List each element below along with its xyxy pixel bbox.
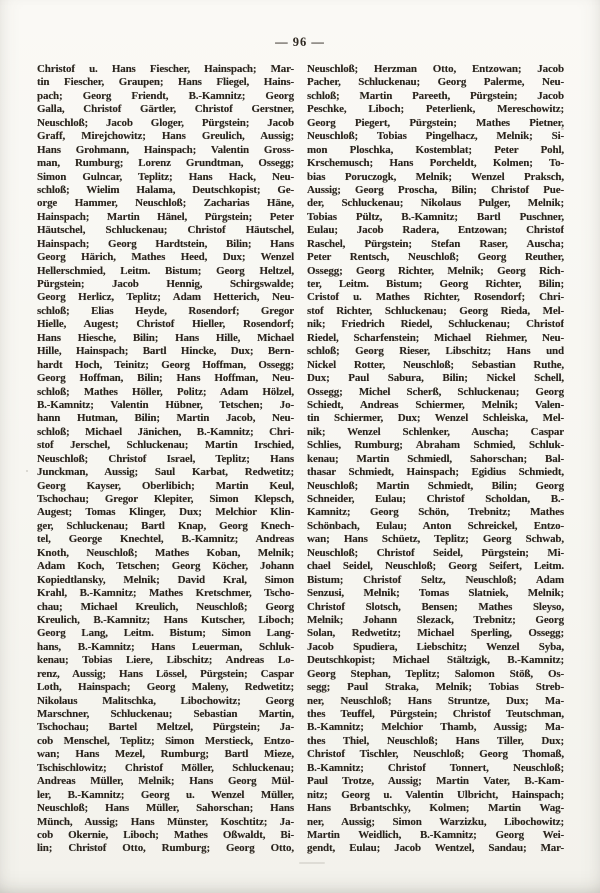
text-line: Graff, Mirejchowitz; Hans Greulich, Aussig; xyxy=(37,130,294,143)
text-line: hann Hutman, Bilin; Martin Jacob, Neu- xyxy=(37,412,294,425)
text-line: Andreas Müller, Melnik; Hans Georg Mül- xyxy=(37,775,294,788)
text-line: Neuschloß; Herzman Otto, Entzowan; Jacob xyxy=(307,63,564,75)
text-line: schloß; Georg Rieser, Libschitz; Hans und xyxy=(307,345,564,358)
text-line: nik; Friedrich Riedel, Schluckenau; Christof xyxy=(307,318,564,331)
text-line: thasar Schmiedt, Hainspach; Egidius Schmiedt, xyxy=(307,466,564,479)
text-line: thes Teuffel, Pürgstein; Christof Teutschman, xyxy=(307,708,564,720)
text-line: ter, Leitm. Bistum; Georg Richter, Bilin; xyxy=(307,278,564,290)
text-line: man, Rumburg; Lorenz Grundtman, Ossegg; xyxy=(37,157,294,170)
text-line: tin Schiermer, Dux; Wenzel Schleiska, Mel- xyxy=(307,412,564,425)
text-line: renz, Aussig; Hans Lössel, Pürgstein; Caspar xyxy=(37,667,294,680)
text-line: ger, Schluckenau; Bartl Knap, Georg Knech- xyxy=(37,519,294,532)
text-line: lin; Christof Otto, Rumburg; Georg Otto, xyxy=(37,842,294,855)
text-line: Hainspach; Martin Hänel, Pürgstein; Peter xyxy=(37,210,294,223)
text-line: hardt Hoch, Teinitz; Georg Hoffman, Ossegg; xyxy=(37,358,294,371)
text-line: wan; Hans Mezel, Rumburg; Bartl Mieze, xyxy=(37,748,294,761)
text-line: cob Menschel, Teplitz; Simon Merstieck, Entzo- xyxy=(37,734,294,747)
text-line: Georg Hoffman, Bilin; Hans Hoffman, Neu- xyxy=(37,372,294,385)
text-line: Neuschloß; Christof Seidel, Pürgstein; Mi- xyxy=(307,546,564,559)
text-line: der, Schluckenau; Nikolaus Pulger, Melnik; xyxy=(307,197,564,210)
text-line: stof Richter, Schluckenau; Georg Rieda, Mel- xyxy=(307,304,564,317)
text-line: Martin Weidlich, B.-Kamnitz; Georg Wei- xyxy=(307,828,564,841)
text-line: nitz; Georg u. Valentin Ulbricht, Hainspach; xyxy=(307,788,564,801)
text-line: Christof Slotsch, Bensen; Mathes Sleyso, xyxy=(307,600,564,613)
text-line: tin Fiescher, Graupen; Hans Fliegel, Hains- xyxy=(37,76,294,89)
scan-speck xyxy=(561,128,564,130)
text-line: Häutschel, Schluckenau; Christof Häutschel, xyxy=(37,224,294,237)
text-line: Hans Hiesche, Bilin; Hans Hille, Michael xyxy=(37,331,294,344)
text-line: Galla, Christof Gärtler, Christof Gerstner, xyxy=(37,103,294,116)
text-line: Hans Brbantschky, Kolmen; Martin Wag- xyxy=(307,802,564,815)
text-line: schloß; Elias Heyde, Rosendorf; Gregor xyxy=(37,304,294,317)
text-line: Pacher, Schluckenau; Georg Palerme, Neu- xyxy=(307,76,564,89)
text-line: kenau; Tobias Liere, Libschitz; Andreas Lo- xyxy=(37,654,294,667)
text-line: Dux; Paul Sabura, Bilin; Nickel Schell, xyxy=(307,372,564,385)
text-line: schloß; Martin Pareeth, Pürgstein; Jacob xyxy=(307,89,564,102)
text-line: Georg Lang, Leitm. Bistum; Simon Lang- xyxy=(37,627,294,640)
scan-speck xyxy=(26,470,28,472)
text-line: gendt, Eulau; Jacob Wentzel, Sandau; Mar- xyxy=(307,842,564,855)
text-line: Deutschkopist; Michael Stältzigk, B.-Kamnitz; xyxy=(307,654,564,667)
text-line: kenau; Martin Schmiedl, Sahorschan; Bal- xyxy=(307,452,564,465)
text-line: Augest; Tomas Klinger, Dux; Melchior Klin- xyxy=(37,506,294,519)
text-line: schloß; Michael Jänichen, B.-Kamnitz; Chri- xyxy=(37,425,294,438)
text-line: Kreulich, B.-Kamnitz; Hans Kutscher, Liboch; xyxy=(37,613,294,626)
text-line: ner, Aussig; Simon Warzizku, Libochowitz; xyxy=(307,815,564,828)
text-line: Tschischlowitz; Christof Möller, Schluckenau; xyxy=(37,761,294,774)
text-line: Nikolaus Malitschka, Libochowitz; Georg xyxy=(37,694,294,707)
text-line: chael Seidel, Neuschloß; Georg Seifert, Leitm. xyxy=(307,560,564,573)
text-line: Hille, Hainspach; Bartl Hincke, Dux; Bern- xyxy=(37,345,294,358)
text-line: Schönbach, Eulau; Anton Schreickel, Entzo- xyxy=(307,519,564,532)
text-line: Neuschloß; Tobias Pingelhacz, Melnik; Si- xyxy=(307,130,564,143)
text-line: bias Poruczogk, Melnik; Wenzel Praksch, xyxy=(307,170,564,183)
text-line: Krahl, B.-Kamnitz; Mathes Kretschmer, Tscho- xyxy=(37,587,294,600)
text-column-right xyxy=(307,63,564,856)
text-line: Christof Tischler, Neuschloß; Georg Thomaß, xyxy=(307,748,564,761)
text-line: Hainspach; Georg Hardtstein, Bilin; Hans xyxy=(37,237,294,250)
text-line: Georg Herlicz, Teplitz; Adam Hetterich, Neu- xyxy=(37,291,294,304)
text-line: Krschemusch; Hans Porcheldt, Kolmen; To- xyxy=(307,157,564,170)
text-line: Tobias Pültz, B.-Kamnitz; Bartl Puschner, xyxy=(307,210,564,223)
text-line: tel, George Knechtel, B.-Kamnitz; Andreas xyxy=(37,533,294,546)
text-line: Ossegg; Michel Scherß, Schluckenau; Georg xyxy=(307,385,564,398)
page-number: — 96 — xyxy=(275,35,325,49)
text-line: ner, Neuschloß; Hans Struntze, Dux; Ma- xyxy=(307,694,564,707)
text-line: pach; Georg Friendt, B.-Kamnitz; Georg xyxy=(37,89,294,102)
text-line: Marschner, Schluckenau; Sebastian Martin, xyxy=(37,708,294,720)
text-line: schloß; Wielim Halama, Deutschkopist; Ge- xyxy=(37,183,294,196)
text-line: Simon Gulncar, Teplitz; Hans Hack, Neu- xyxy=(37,170,294,183)
text-line: Pürgstein; Jacob Hennig, Schirgswalde; xyxy=(37,278,294,290)
text-line: B.-Kamnitz; Christof Tonnert, Neuschloß; xyxy=(307,761,564,774)
text-line: Solan, Redwetitz; Michael Sperling, Ossegg; xyxy=(307,627,564,640)
text-line: Junckman, Aussig; Saul Karbat, Redwetitz; xyxy=(37,466,294,479)
text-line: B.-Kamnitz; Melchior Thamb, Aussig; Ma- xyxy=(307,721,564,734)
text-line: Cristof u. Mathes Richter, Rosendorf; Chri- xyxy=(307,291,564,304)
text-line: stof Jerschel, Schluckenau; Martin Irschied, xyxy=(37,439,294,452)
text-line: Neuschloß; Jacob Gloger, Pürgstein; Jacob xyxy=(37,116,294,129)
text-line: Neuschloß; Christof Israel, Teplitz; Hans xyxy=(37,452,294,465)
text-line: Senzusi, Melnik; Tomas Slatniek, Melnik; xyxy=(307,587,564,600)
text-line: Ossegg; Georg Richter, Melnik; Georg Rich- xyxy=(307,264,564,277)
text-columns xyxy=(37,63,565,856)
text-line: Christof u. Hans Fiescher, Hainspach; Mar- xyxy=(37,63,294,75)
text-line: Münch, Aussig; Hans Münster, Koschtitz; Ja- xyxy=(37,815,294,828)
text-line: Paul Trotze, Aussig; Martin Vater, B.-Kam- xyxy=(307,775,564,788)
text-line: ler, B.-Kamnitz; Georg u. Wenzel Müller, xyxy=(37,788,294,801)
text-line: segg; Paul Straka, Melnik; Tobias Streb- xyxy=(307,681,564,694)
text-line: Georg Härich, Mathes Heed, Dux; Wenzel xyxy=(37,251,294,264)
text-line: Hielle, Augest; Christof Hieller, Rosendorf; xyxy=(37,318,294,331)
text-line: Schlies, Rumburg; Abraham Schmied, Schluk- xyxy=(307,439,564,452)
text-line: Neuschloß; Hans Müller, Sahorschan; Hans xyxy=(37,802,294,815)
text-line: Tschochau; Gregor Klepiter, Simon Klepsch, xyxy=(37,493,294,505)
text-line: Schneider, Eulau; Christof Scholdan, B.- xyxy=(307,493,564,505)
text-line: Raschel, Pürgstein; Stefan Raser, Auscha; xyxy=(307,237,564,250)
text-line: Neuschloß; Martin Schmiedt, Bilin; Georg xyxy=(307,479,564,492)
text-line: cob Okernie, Liboch; Mathes Oßwaldt, Bi- xyxy=(37,828,294,841)
text-line: Georg Piegert, Pürgstein; Mathes Pietner, xyxy=(307,116,564,129)
text-line: Peter Rentsch, Neuschloß; Georg Reuther, xyxy=(307,251,564,264)
text-line: wan; Hans Schüetz, Teplitz; Georg Schwab, xyxy=(307,533,564,546)
text-line: thes Thiel, Neuschloß; Hans Tiller, Dux; xyxy=(307,734,564,747)
text-line: Melnik; Johann Slezack, Trebnitz; Georg xyxy=(307,613,564,626)
text-line: nik; Wenzel Schlenker, Auscha; Caspar xyxy=(307,425,564,438)
scan-artifact-mark xyxy=(299,862,325,864)
text-line: schloß; Mathes Höller, Politz; Adam Hölzel, xyxy=(37,385,294,398)
text-line: Georg Stephan, Teplitz; Salomon Stöß, Os- xyxy=(307,667,564,680)
text-line: Jacob Spudiera, Liebschitz; Wenzel Syba, xyxy=(307,640,564,653)
text-line: Loth, Hainspach; Georg Maleny, Redwetitz; xyxy=(37,681,294,694)
text-line: hans, B.-Kamnitz; Hans Leuerman, Schluk- xyxy=(37,640,294,653)
text-line: chau; Michael Kreulich, Neuschloß; Georg xyxy=(37,600,294,613)
text-line: Tschochau; Bartel Meltzel, Pürgstein; Ja- xyxy=(37,721,294,734)
text-line: Bistum; Christof Seltz, Neuschloß; Adam xyxy=(307,573,564,586)
text-line: Georg Kayser, Oberlibich; Martin Keul, xyxy=(37,479,294,492)
text-line: Hellerschmied, Leitm. Bistum; Georg Heltzel, xyxy=(37,264,294,277)
text-line: orge Hammer, Neuschloß; Zacharias Häne, xyxy=(37,197,294,210)
text-line: Riedel, Scharfenstein; Michael Riehmer, Neu- xyxy=(307,331,564,344)
text-line: B.-Kamnitz; Valentin Hübner, Tetschen; Jo- xyxy=(37,398,294,411)
text-line: mon Ploschka, Kostemblat; Peter Pohl, xyxy=(307,143,564,156)
text-line: Aussig; Georg Proscha, Bilin; Christof Pue- xyxy=(307,183,564,196)
text-line: Kamnitz; Georg Schön, Trebnitz; Mathes xyxy=(307,506,564,519)
text-line: Peschke, Liboch; Peterlienk, Mereschowitz; xyxy=(307,103,564,116)
text-line: Kopiedtlansky, Melnik; David Kral, Simon xyxy=(37,573,294,586)
text-line: Eulau; Jacob Radera, Entzowan; Christof xyxy=(307,224,564,237)
text-line: Schiedt, Andreas Schiermer, Melnik; Valen- xyxy=(307,398,564,411)
text-line: Adam Koch, Tetschen; Georg Köcher, Johann xyxy=(37,560,294,573)
text-column-left xyxy=(37,63,294,856)
text-line: Hans Grohmann, Hainspach; Valentin Gross- xyxy=(37,143,294,156)
text-line: Knoth, Neuschloß; Mathes Koban, Melnik; xyxy=(37,546,294,559)
text-line: Nickel Rotter, Neuschloß; Sebastian Ruthe, xyxy=(307,358,564,371)
